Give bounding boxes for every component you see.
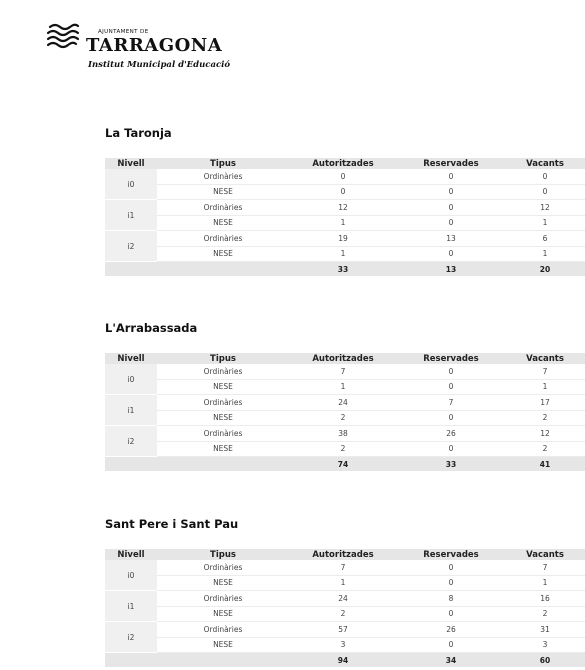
table-cell: 7 [505, 560, 585, 575]
table-row [105, 606, 585, 622]
table-row [105, 591, 585, 607]
table-cell: 16 [505, 591, 585, 607]
table-cell: 26 [397, 622, 505, 638]
column-header: Reservades [397, 353, 505, 364]
total-cell: 13 [397, 262, 505, 277]
places-table [105, 158, 585, 276]
table-cell: 13 [397, 231, 505, 247]
table-cell: 1 [289, 575, 397, 591]
table-row [105, 410, 585, 426]
table-cell: 0 [289, 184, 397, 200]
level-cell: i0 [105, 169, 157, 200]
table-cell: 19 [289, 231, 397, 247]
column-header: Tipus [157, 158, 289, 169]
org-name: TARRAGONA [86, 35, 223, 56]
table-row [105, 622, 585, 638]
org-top-label: AJUNTAMENT DE [98, 29, 149, 35]
table-cell: 6 [505, 231, 585, 247]
total-cell: 34 [397, 653, 505, 668]
table-cell: 0 [397, 560, 505, 575]
institute-name: Institut Municipal d'Educació [88, 60, 231, 70]
table-row [105, 560, 585, 575]
table-row [105, 184, 585, 200]
table-cell: 24 [289, 591, 397, 607]
table-cell: 1 [505, 215, 585, 231]
total-cell: 74 [289, 457, 397, 472]
level-cell: i1 [105, 591, 157, 622]
table-cell: 2 [289, 441, 397, 457]
total-cell: 94 [289, 653, 397, 668]
column-header: Nivell [105, 549, 157, 560]
table-row [105, 426, 585, 442]
table-row [105, 379, 585, 395]
table-cell: 0 [397, 200, 505, 216]
column-header: Tipus [157, 353, 289, 364]
table-cell: 0 [397, 379, 505, 395]
table-cell: 26 [397, 426, 505, 442]
total-blank [105, 262, 157, 277]
level-cell: i2 [105, 426, 157, 457]
places-table [105, 353, 585, 471]
total-blank [105, 457, 157, 472]
table-row [105, 200, 585, 216]
table-cell: 7 [289, 560, 397, 575]
column-header: Nivell [105, 353, 157, 364]
section-title: Sant Pere i Sant Pau [105, 517, 239, 531]
table-cell: 7 [289, 364, 397, 379]
table-row [105, 395, 585, 411]
table-cell: 1 [505, 246, 585, 262]
table-cell: 38 [289, 426, 397, 442]
tarragona-emblem-icon [46, 22, 80, 52]
table-cell: 12 [505, 426, 585, 442]
table-cell: Ordinàries [157, 231, 289, 247]
table-cell: 8 [397, 591, 505, 607]
table-cell: 3 [505, 637, 585, 653]
table-cell: Ordinàries [157, 169, 289, 184]
level-cell: i0 [105, 364, 157, 395]
table-row [105, 231, 585, 247]
level-cell: i0 [105, 560, 157, 591]
total-cell: 41 [505, 457, 585, 472]
table-cell: 0 [397, 441, 505, 457]
column-header: Autoritzades [289, 549, 397, 560]
total-blank [157, 262, 289, 277]
section-la-taronja [105, 126, 585, 276]
table-cell: 17 [505, 395, 585, 411]
section-title: L'Arrabassada [105, 321, 198, 335]
table-row [105, 215, 585, 231]
table-cell: 0 [289, 169, 397, 184]
total-blank [157, 457, 289, 472]
table-cell: 7 [397, 395, 505, 411]
column-header: Autoritzades [289, 353, 397, 364]
table-header [105, 353, 585, 364]
level-cell: i1 [105, 200, 157, 231]
table-cell: NESE [157, 215, 289, 231]
table-row [105, 169, 585, 184]
table-cell: 1 [289, 246, 397, 262]
column-header: Reservades [397, 549, 505, 560]
table-cell: NESE [157, 441, 289, 457]
table-cell: 1 [289, 379, 397, 395]
total-cell: 20 [505, 262, 585, 277]
table-cell: 0 [397, 169, 505, 184]
table-row [105, 575, 585, 591]
table-cell: Ordinàries [157, 622, 289, 638]
table-cell: Ordinàries [157, 560, 289, 575]
totals-row [105, 262, 585, 277]
institute-logo [46, 22, 246, 74]
places-table [105, 549, 585, 667]
table-cell: 1 [505, 575, 585, 591]
table-cell: Ordinàries [157, 364, 289, 379]
table-cell: 0 [397, 364, 505, 379]
table-cell: Ordinàries [157, 591, 289, 607]
table-cell: 12 [289, 200, 397, 216]
table-cell: 0 [397, 184, 505, 200]
level-cell: i2 [105, 622, 157, 653]
level-cell: i1 [105, 395, 157, 426]
table-cell: 1 [505, 379, 585, 395]
column-header: Vacants [505, 549, 585, 560]
table-row [105, 364, 585, 379]
table-cell: NESE [157, 184, 289, 200]
table-cell: Ordinàries [157, 200, 289, 216]
table-cell: NESE [157, 606, 289, 622]
totals-row [105, 653, 585, 668]
table-cell: 31 [505, 622, 585, 638]
table-header [105, 158, 585, 169]
table-cell: 3 [289, 637, 397, 653]
totals-row [105, 457, 585, 472]
total-cell: 33 [289, 262, 397, 277]
table-row [105, 637, 585, 653]
table-cell: 1 [289, 215, 397, 231]
table-row [105, 441, 585, 457]
table-cell: NESE [157, 246, 289, 262]
section-arrabassada [105, 321, 585, 471]
table-cell: 0 [397, 215, 505, 231]
table-cell: 0 [397, 606, 505, 622]
column-header: Nivell [105, 158, 157, 169]
table-cell: 7 [505, 364, 585, 379]
section-title: La Taronja [105, 126, 172, 140]
table-cell: NESE [157, 379, 289, 395]
table-cell: 0 [397, 246, 505, 262]
table-cell: 57 [289, 622, 397, 638]
table-cell: 0 [505, 169, 585, 184]
table-row [105, 246, 585, 262]
table-cell: 2 [505, 441, 585, 457]
total-cell: 33 [397, 457, 505, 472]
table-cell: NESE [157, 637, 289, 653]
table-cell: 2 [289, 606, 397, 622]
column-header: Reservades [397, 158, 505, 169]
table-cell: 0 [397, 410, 505, 426]
table-cell: 12 [505, 200, 585, 216]
table-cell: Ordinàries [157, 426, 289, 442]
total-blank [157, 653, 289, 668]
table-cell: 0 [397, 575, 505, 591]
column-header: Tipus [157, 549, 289, 560]
table-cell: 0 [505, 184, 585, 200]
table-cell: 2 [289, 410, 397, 426]
table-cell: 2 [505, 410, 585, 426]
table-cell: 2 [505, 606, 585, 622]
level-cell: i2 [105, 231, 157, 262]
column-header: Vacants [505, 158, 585, 169]
table-cell: NESE [157, 575, 289, 591]
table-cell: Ordinàries [157, 395, 289, 411]
table-cell: 24 [289, 395, 397, 411]
section-sant-pere-sant-pau [105, 517, 585, 667]
table-header [105, 549, 585, 560]
column-header: Autoritzades [289, 158, 397, 169]
column-header: Vacants [505, 353, 585, 364]
total-blank [105, 653, 157, 668]
table-cell: NESE [157, 410, 289, 426]
total-cell: 60 [505, 653, 585, 668]
table-cell: 0 [397, 637, 505, 653]
